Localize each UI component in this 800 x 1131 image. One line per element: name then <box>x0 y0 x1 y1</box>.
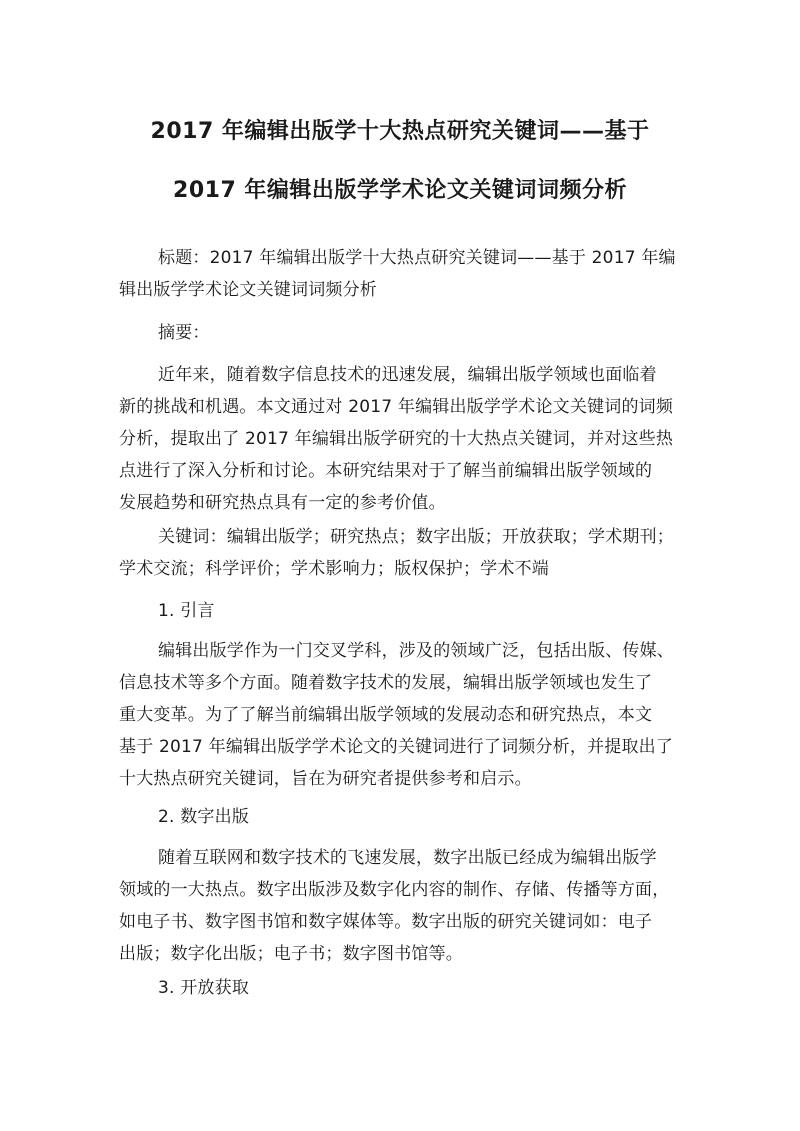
keywords-line: 关键词：编辑出版学；研究热点；数字出版；开放获取；学术期刊； <box>158 527 674 547</box>
abstract-line: 近年来，随着数字信息技术的迅速发展，编辑出版学领域也面临着 <box>158 365 657 385</box>
introduction-line: 重大变革。为了了解当前编辑出版学领域的发展动态和研究热点，本文 <box>119 705 653 725</box>
introduction-line: 信息技术等多个方面。随着数字技术的发展，编辑出版学领域也发生了 <box>119 673 653 693</box>
introduction-line: 编辑出版学作为一门交叉学科，涉及的领域广泛，包括出版、传媒、 <box>158 641 674 661</box>
introduction-line: 基于 2017 年编辑出版学学术论文的关键词进行了词频分析，并提取出了 <box>119 737 674 757</box>
section-heading-open-access: 3. 开放获取 <box>158 978 250 998</box>
section-heading-introduction: 1. 引言 <box>158 601 215 621</box>
title-label-line-1: 标题：2017 年编辑出版学十大热点研究关键词——基于 2017 年编 <box>158 248 676 268</box>
abstract-line: 点进行了深入分析和讨论。本研究结果对于了解当前编辑出版学领域的 <box>119 461 653 481</box>
document-title-line-1: 2017 年编辑出版学十大热点研究关键词——基于 <box>150 119 650 144</box>
abstract-line: 发展趋势和研究热点具有一定的参考价值。 <box>119 493 446 513</box>
introduction-line: 十大热点研究关键词，旨在为研究者提供参考和启示。 <box>119 769 532 789</box>
document-title-line-2: 2017 年编辑出版学学术论文关键词词频分析 <box>173 178 627 203</box>
digital-publishing-line: 领域的一大热点。数字出版涉及数字化内容的制作、存储、传播等方面， <box>119 880 670 900</box>
digital-publishing-line: 随着互联网和数字技术的飞速发展，数字出版已经成为编辑出版学 <box>158 848 657 868</box>
keywords-line: 学术交流；科学评价；学术影响力；版权保护；学术不端 <box>119 559 549 579</box>
abstract-line: 分析，提取出了 2017 年编辑出版学研究的十大热点关键词，并对这些热 <box>119 429 674 449</box>
section-heading-digital-publishing: 2. 数字出版 <box>158 807 250 827</box>
digital-publishing-line: 如电子书、数字图书馆和数字媒体等。数字出版的研究关键词如：电子 <box>119 912 653 932</box>
abstract-label: 摘要： <box>158 323 210 343</box>
abstract-line: 新的挑战和机遇。本文通过对 2017 年编辑出版学学术论文关键词的词频 <box>119 397 674 417</box>
title-label-line-2: 辑出版学学术论文关键词词频分析 <box>119 280 377 300</box>
digital-publishing-line: 出版；数字化出版；电子书；数字图书馆等。 <box>119 944 463 964</box>
